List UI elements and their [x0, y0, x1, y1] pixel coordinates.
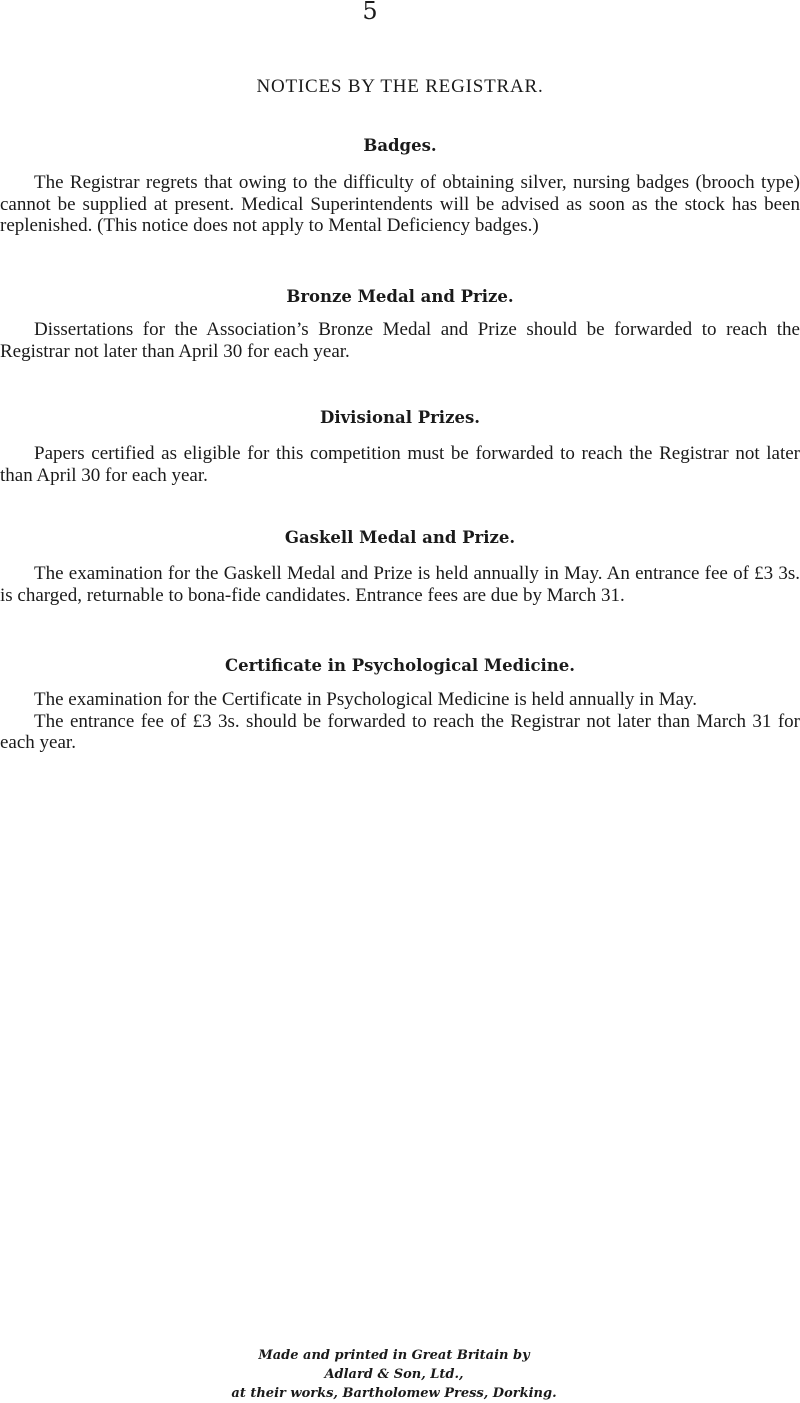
section-bronze-medal [0, 285, 800, 362]
section-gaskell-medal [0, 526, 800, 606]
section-paragraph: The Registrar regrets that owing to the difficulty of obtaining silver, nursing badges (brooch type) cannot be supplied at present. Medical Superintendents will be advised as soon as the stock has been replenished. (This notice does not apply to Mental Deficiency badges.) [0, 172, 800, 236]
page-title: NOTICES BY THE REGISTRAR. [256, 76, 544, 97]
colophon-line: Made and printed in Great Britain by [258, 1348, 530, 1363]
section-paragraph: The examination for the Certificate in Psychological Medicine is held annually in May. [34, 689, 698, 710]
section-paragraph: Dissertations for the Association’s Bronze Medal and Prize should be forwarded to reach the Registrar not later than April 30 for each year. [0, 319, 800, 362]
section-divisional-prizes [0, 406, 800, 486]
colophon-line: Adlard & Son, Ltd., [324, 1367, 464, 1382]
section-heading: Gaskell Medal and Prize. [284, 528, 516, 547]
section-certificate [0, 654, 800, 754]
section-paragraph: The examination for the Gaskell Medal and Prize is held annually in May. An entrance fee of £3 3s. is charged, returnable to bona-fide candidates. Entrance fees are due by March 31. [0, 563, 800, 606]
page-number: 5 [362, 0, 378, 25]
colophon [0, 1346, 800, 1403]
section-badges [0, 134, 800, 237]
section-heading: Badges. [363, 136, 437, 155]
section-heading: Divisional Prizes. [320, 408, 480, 427]
section-paragraph: The entrance fee of £3 3s. should be forwarded to reach the Registrar not later than March 31 for each year. [0, 710, 800, 753]
colophon-line: at their works, Bartholomew Press, Dorking. [231, 1386, 557, 1401]
section-paragraph: Papers certified as eligible for this competition must be forwarded to reach the Registrar not later than April 30 for each year. [0, 443, 800, 486]
section-heading: Certificate in Psychological Medicine. [224, 656, 576, 675]
section-heading: Bronze Medal and Prize. [286, 287, 514, 306]
